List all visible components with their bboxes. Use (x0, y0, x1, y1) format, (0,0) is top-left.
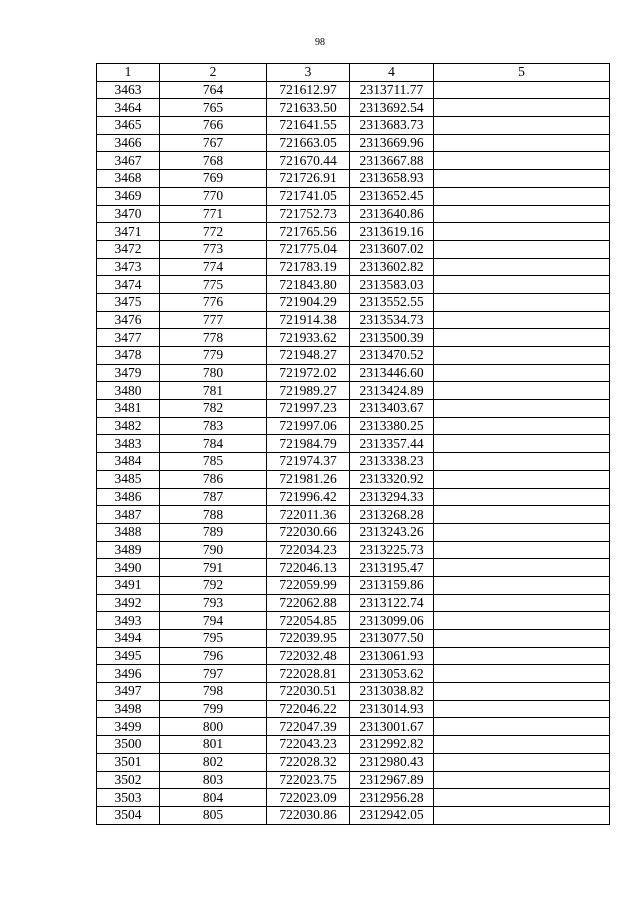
column-header-4: 4 (350, 64, 434, 82)
table-cell-col3: 722059.99 (267, 576, 350, 594)
table-cell-col2: 794 (160, 612, 267, 630)
table-cell-col3: 721641.55 (267, 117, 350, 135)
table-cell-col3: 721726.91 (267, 170, 350, 188)
table-cell-col1: 3467 (97, 152, 160, 170)
column-header-3: 3 (267, 64, 350, 82)
table-cell-col2: 768 (160, 152, 267, 170)
table-row (97, 400, 610, 418)
table-cell-col3: 721981.26 (267, 470, 350, 488)
table-cell-col5 (434, 541, 610, 559)
table-cell-col5 (434, 630, 610, 648)
table-row (97, 382, 610, 400)
table-cell-col5 (434, 99, 610, 117)
table-cell-col5 (434, 276, 610, 294)
table-cell-col4: 2313380.25 (350, 417, 434, 435)
table-cell-col1: 3494 (97, 630, 160, 648)
table-cell-col5 (434, 806, 610, 824)
table-row (97, 81, 610, 99)
table-cell-col1: 3497 (97, 683, 160, 701)
table-row (97, 736, 610, 754)
table-cell-col1: 3477 (97, 329, 160, 347)
table-row (97, 771, 610, 789)
table-row (97, 488, 610, 506)
table-cell-col3: 721783.19 (267, 258, 350, 276)
table-cell-col1: 3482 (97, 417, 160, 435)
table-cell-col4: 2312967.89 (350, 771, 434, 789)
table-cell-col3: 721775.04 (267, 240, 350, 258)
table-cell-col5 (434, 81, 610, 99)
table-cell-col1: 3485 (97, 470, 160, 488)
table-cell-col5 (434, 523, 610, 541)
table-row (97, 240, 610, 258)
table-row (97, 117, 610, 135)
table-cell-col3: 721914.38 (267, 311, 350, 329)
table-cell-col2: 770 (160, 187, 267, 205)
table-cell-col4: 2312956.28 (350, 789, 434, 807)
table-cell-col3: 721765.56 (267, 223, 350, 241)
table-cell-col2: 775 (160, 276, 267, 294)
table-cell-col1: 3492 (97, 594, 160, 612)
table-cell-col5 (434, 347, 610, 365)
table-cell-col5 (434, 152, 610, 170)
table-cell-col5 (434, 488, 610, 506)
table-cell-col3: 722062.88 (267, 594, 350, 612)
table-cell-col4: 2313001.67 (350, 718, 434, 736)
table-cell-col4: 2313077.50 (350, 630, 434, 648)
table-cell-col2: 789 (160, 523, 267, 541)
table-row (97, 559, 610, 577)
table-cell-col5 (434, 382, 610, 400)
table-cell-col3: 721612.97 (267, 81, 350, 99)
table-cell-col2: 786 (160, 470, 267, 488)
table-cell-col3: 722032.48 (267, 647, 350, 665)
table-row (97, 329, 610, 347)
table-cell-col4: 2313338.23 (350, 453, 434, 471)
table-cell-col4: 2313640.86 (350, 205, 434, 223)
table-cell-col2: 785 (160, 453, 267, 471)
table-cell-col5 (434, 647, 610, 665)
table-cell-col4: 2313534.73 (350, 311, 434, 329)
table-cell-col5 (434, 700, 610, 718)
table-row (97, 806, 610, 824)
table-cell-col3: 721989.27 (267, 382, 350, 400)
table-row (97, 594, 610, 612)
table-cell-col3: 722030.51 (267, 683, 350, 701)
table-cell-col5 (434, 559, 610, 577)
table-cell-col1: 3481 (97, 400, 160, 418)
table-cell-col4: 2313159.86 (350, 576, 434, 594)
table-cell-col5 (434, 293, 610, 311)
table-cell-col2: 799 (160, 700, 267, 718)
table-cell-col1: 3498 (97, 700, 160, 718)
table-cell-col3: 721633.50 (267, 99, 350, 117)
table-cell-col1: 3493 (97, 612, 160, 630)
table-cell-col1: 3478 (97, 347, 160, 365)
table-cell-col1: 3495 (97, 647, 160, 665)
table-cell-col4: 2313711.77 (350, 81, 434, 99)
table-cell-col5 (434, 683, 610, 701)
table-cell-col2: 773 (160, 240, 267, 258)
table-header (97, 64, 610, 82)
table-cell-col2: 780 (160, 364, 267, 382)
table-cell-col4: 2313225.73 (350, 541, 434, 559)
table-cell-col1: 3501 (97, 753, 160, 771)
table-cell-col4: 2313692.54 (350, 99, 434, 117)
table-cell-col4: 2313607.02 (350, 240, 434, 258)
table-cell-col3: 722046.22 (267, 700, 350, 718)
table-cell-col4: 2313552.55 (350, 293, 434, 311)
table-cell-col4: 2312992.82 (350, 736, 434, 754)
table-cell-col4: 2313038.82 (350, 683, 434, 701)
table-cell-col5 (434, 134, 610, 152)
table-cell-col3: 721948.27 (267, 347, 350, 365)
table-cell-col5 (434, 753, 610, 771)
table-cell-col4: 2313500.39 (350, 329, 434, 347)
table-cell-col2: 791 (160, 559, 267, 577)
table-cell-col2: 802 (160, 753, 267, 771)
table-cell-col3: 722034.23 (267, 541, 350, 559)
table-row (97, 753, 610, 771)
table-cell-col1: 3503 (97, 789, 160, 807)
table-cell-col2: 781 (160, 382, 267, 400)
table-cell-col2: 772 (160, 223, 267, 241)
table-cell-col1: 3474 (97, 276, 160, 294)
table-cell-col5 (434, 117, 610, 135)
table-row (97, 576, 610, 594)
table-cell-col5 (434, 311, 610, 329)
table-cell-col4: 2312942.05 (350, 806, 434, 824)
table-cell-col5 (434, 718, 610, 736)
table-cell-col5 (434, 612, 610, 630)
table-cell-col3: 722023.75 (267, 771, 350, 789)
table-cell-col4: 2313619.16 (350, 223, 434, 241)
table-cell-col3: 721996.42 (267, 488, 350, 506)
table-cell-col3: 721663.05 (267, 134, 350, 152)
table-cell-col5 (434, 506, 610, 524)
table-cell-col2: 792 (160, 576, 267, 594)
table-cell-col5 (434, 736, 610, 754)
table-row (97, 470, 610, 488)
table-cell-col4: 2313424.89 (350, 382, 434, 400)
table-cell-col1: 3489 (97, 541, 160, 559)
table-row (97, 205, 610, 223)
table-cell-col1: 3504 (97, 806, 160, 824)
table-cell-col1: 3465 (97, 117, 160, 135)
table-cell-col5 (434, 665, 610, 683)
table-row (97, 541, 610, 559)
table-cell-col2: 798 (160, 683, 267, 701)
table-cell-col5 (434, 258, 610, 276)
table-cell-col4: 2313014.93 (350, 700, 434, 718)
table-cell-col4: 2313403.67 (350, 400, 434, 418)
table-cell-col4: 2313195.47 (350, 559, 434, 577)
table-row (97, 152, 610, 170)
table-cell-col3: 721741.05 (267, 187, 350, 205)
table-cell-col5 (434, 187, 610, 205)
table-cell-col1: 3480 (97, 382, 160, 400)
table-cell-col5 (434, 789, 610, 807)
table-cell-col2: 787 (160, 488, 267, 506)
header-row (97, 64, 610, 82)
table-cell-col1: 3486 (97, 488, 160, 506)
table-cell-col2: 800 (160, 718, 267, 736)
table-cell-col5 (434, 594, 610, 612)
table-cell-col3: 722030.66 (267, 523, 350, 541)
table-cell-col3: 721752.73 (267, 205, 350, 223)
column-header-1: 1 (97, 64, 160, 82)
table-cell-col1: 3496 (97, 665, 160, 683)
table-cell-col4: 2313583.03 (350, 276, 434, 294)
table-cell-col5 (434, 329, 610, 347)
table-cell-col1: 3484 (97, 453, 160, 471)
table-cell-col1: 3502 (97, 771, 160, 789)
table-cell-col2: 788 (160, 506, 267, 524)
table-cell-col2: 765 (160, 99, 267, 117)
table-row (97, 523, 610, 541)
table-cell-col4: 2313446.60 (350, 364, 434, 382)
table-cell-col3: 721670.44 (267, 152, 350, 170)
table-cell-col3: 721843.80 (267, 276, 350, 294)
table-cell-col4: 2313669.96 (350, 134, 434, 152)
table-cell-col4: 2313602.82 (350, 258, 434, 276)
table-cell-col3: 722054.85 (267, 612, 350, 630)
table-cell-col3: 721984.79 (267, 435, 350, 453)
table-cell-col1: 3468 (97, 170, 160, 188)
table-cell-col2: 777 (160, 311, 267, 329)
table-cell-col4: 2312980.43 (350, 753, 434, 771)
table-cell-col4: 2313357.44 (350, 435, 434, 453)
table-cell-col1: 3487 (97, 506, 160, 524)
table-cell-col2: 783 (160, 417, 267, 435)
table-row (97, 276, 610, 294)
table-row (97, 134, 610, 152)
table-cell-col5 (434, 223, 610, 241)
table-cell-col5 (434, 240, 610, 258)
table-cell-col4: 2313658.93 (350, 170, 434, 188)
table-cell-col2: 767 (160, 134, 267, 152)
table-cell-col4: 2313243.26 (350, 523, 434, 541)
table-cell-col1: 3483 (97, 435, 160, 453)
table-cell-col4: 2313470.52 (350, 347, 434, 365)
table-row (97, 612, 610, 630)
table-cell-col5 (434, 400, 610, 418)
table-cell-col3: 722047.39 (267, 718, 350, 736)
table-cell-col2: 782 (160, 400, 267, 418)
table-cell-col3: 722023.09 (267, 789, 350, 807)
table-cell-col4: 2313320.92 (350, 470, 434, 488)
table-cell-col5 (434, 364, 610, 382)
table-cell-col5 (434, 470, 610, 488)
table-cell-col4: 2313667.88 (350, 152, 434, 170)
table-row (97, 347, 610, 365)
table-cell-col1: 3491 (97, 576, 160, 594)
table-cell-col4: 2313099.06 (350, 612, 434, 630)
table-cell-col1: 3476 (97, 311, 160, 329)
table-row (97, 506, 610, 524)
table-row (97, 647, 610, 665)
table-cell-col3: 721904.29 (267, 293, 350, 311)
table-cell-col2: 764 (160, 81, 267, 99)
table-body (97, 81, 610, 824)
table-cell-col5 (434, 576, 610, 594)
table-cell-col2: 805 (160, 806, 267, 824)
table-cell-col2: 778 (160, 329, 267, 347)
table-cell-col1: 3463 (97, 81, 160, 99)
table-cell-col5 (434, 435, 610, 453)
table-row (97, 364, 610, 382)
table-row (97, 223, 610, 241)
table-cell-col1: 3475 (97, 293, 160, 311)
table-cell-col3: 722039.95 (267, 630, 350, 648)
table-cell-col2: 797 (160, 665, 267, 683)
table-cell-col3: 721997.06 (267, 417, 350, 435)
table-cell-col1: 3479 (97, 364, 160, 382)
table-cell-col3: 721933.62 (267, 329, 350, 347)
table-row (97, 789, 610, 807)
table-cell-col1: 3470 (97, 205, 160, 223)
table-cell-col1: 3466 (97, 134, 160, 152)
table-row (97, 258, 610, 276)
table-cell-col2: 766 (160, 117, 267, 135)
table-cell-col1: 3488 (97, 523, 160, 541)
table-row (97, 435, 610, 453)
table-row (97, 665, 610, 683)
table-cell-col3: 722030.86 (267, 806, 350, 824)
table-cell-col2: 796 (160, 647, 267, 665)
table-cell-col3: 721972.02 (267, 364, 350, 382)
table-cell-col5 (434, 205, 610, 223)
table-cell-col1: 3469 (97, 187, 160, 205)
table-cell-col2: 776 (160, 293, 267, 311)
table-cell-col2: 804 (160, 789, 267, 807)
table-cell-col1: 3499 (97, 718, 160, 736)
table-cell-col2: 790 (160, 541, 267, 559)
table-cell-col2: 769 (160, 170, 267, 188)
page-number: 98 (315, 37, 325, 48)
table-cell-col3: 722028.81 (267, 665, 350, 683)
table-cell-col3: 722011.36 (267, 506, 350, 524)
table-cell-col3: 722028.32 (267, 753, 350, 771)
table-row (97, 311, 610, 329)
table-row (97, 293, 610, 311)
table-row (97, 99, 610, 117)
table-cell-col1: 3471 (97, 223, 160, 241)
table-cell-col1: 3500 (97, 736, 160, 754)
coordinates-table (96, 63, 610, 825)
table-cell-col2: 784 (160, 435, 267, 453)
table-row (97, 453, 610, 471)
table-cell-col2: 779 (160, 347, 267, 365)
table-cell-col2: 774 (160, 258, 267, 276)
table-cell-col4: 2313053.62 (350, 665, 434, 683)
table-cell-col4: 2313061.93 (350, 647, 434, 665)
table-row (97, 630, 610, 648)
column-header-5: 5 (434, 64, 610, 82)
table-cell-col3: 722046.13 (267, 559, 350, 577)
table-cell-col2: 801 (160, 736, 267, 754)
table-cell-col4: 2313294.33 (350, 488, 434, 506)
table-cell-col1: 3472 (97, 240, 160, 258)
table-row (97, 170, 610, 188)
table-cell-col4: 2313122.74 (350, 594, 434, 612)
column-header-2: 2 (160, 64, 267, 82)
table-cell-col2: 793 (160, 594, 267, 612)
table-cell-col5 (434, 771, 610, 789)
table-cell-col3: 721997.23 (267, 400, 350, 418)
table-cell-col5 (434, 453, 610, 471)
table-cell-col1: 3464 (97, 99, 160, 117)
table-cell-col4: 2313268.28 (350, 506, 434, 524)
table-cell-col3: 722043.23 (267, 736, 350, 754)
table-cell-col5 (434, 417, 610, 435)
table-cell-col1: 3473 (97, 258, 160, 276)
table-cell-col4: 2313683.73 (350, 117, 434, 135)
table-row (97, 187, 610, 205)
table-cell-col4: 2313652.45 (350, 187, 434, 205)
table-row (97, 718, 610, 736)
table-cell-col1: 3490 (97, 559, 160, 577)
table-cell-col2: 771 (160, 205, 267, 223)
table-row (97, 417, 610, 435)
table-row (97, 700, 610, 718)
table-cell-col5 (434, 170, 610, 188)
table-cell-col3: 721974.37 (267, 453, 350, 471)
table-cell-col2: 803 (160, 771, 267, 789)
table-cell-col2: 795 (160, 630, 267, 648)
table-row (97, 683, 610, 701)
